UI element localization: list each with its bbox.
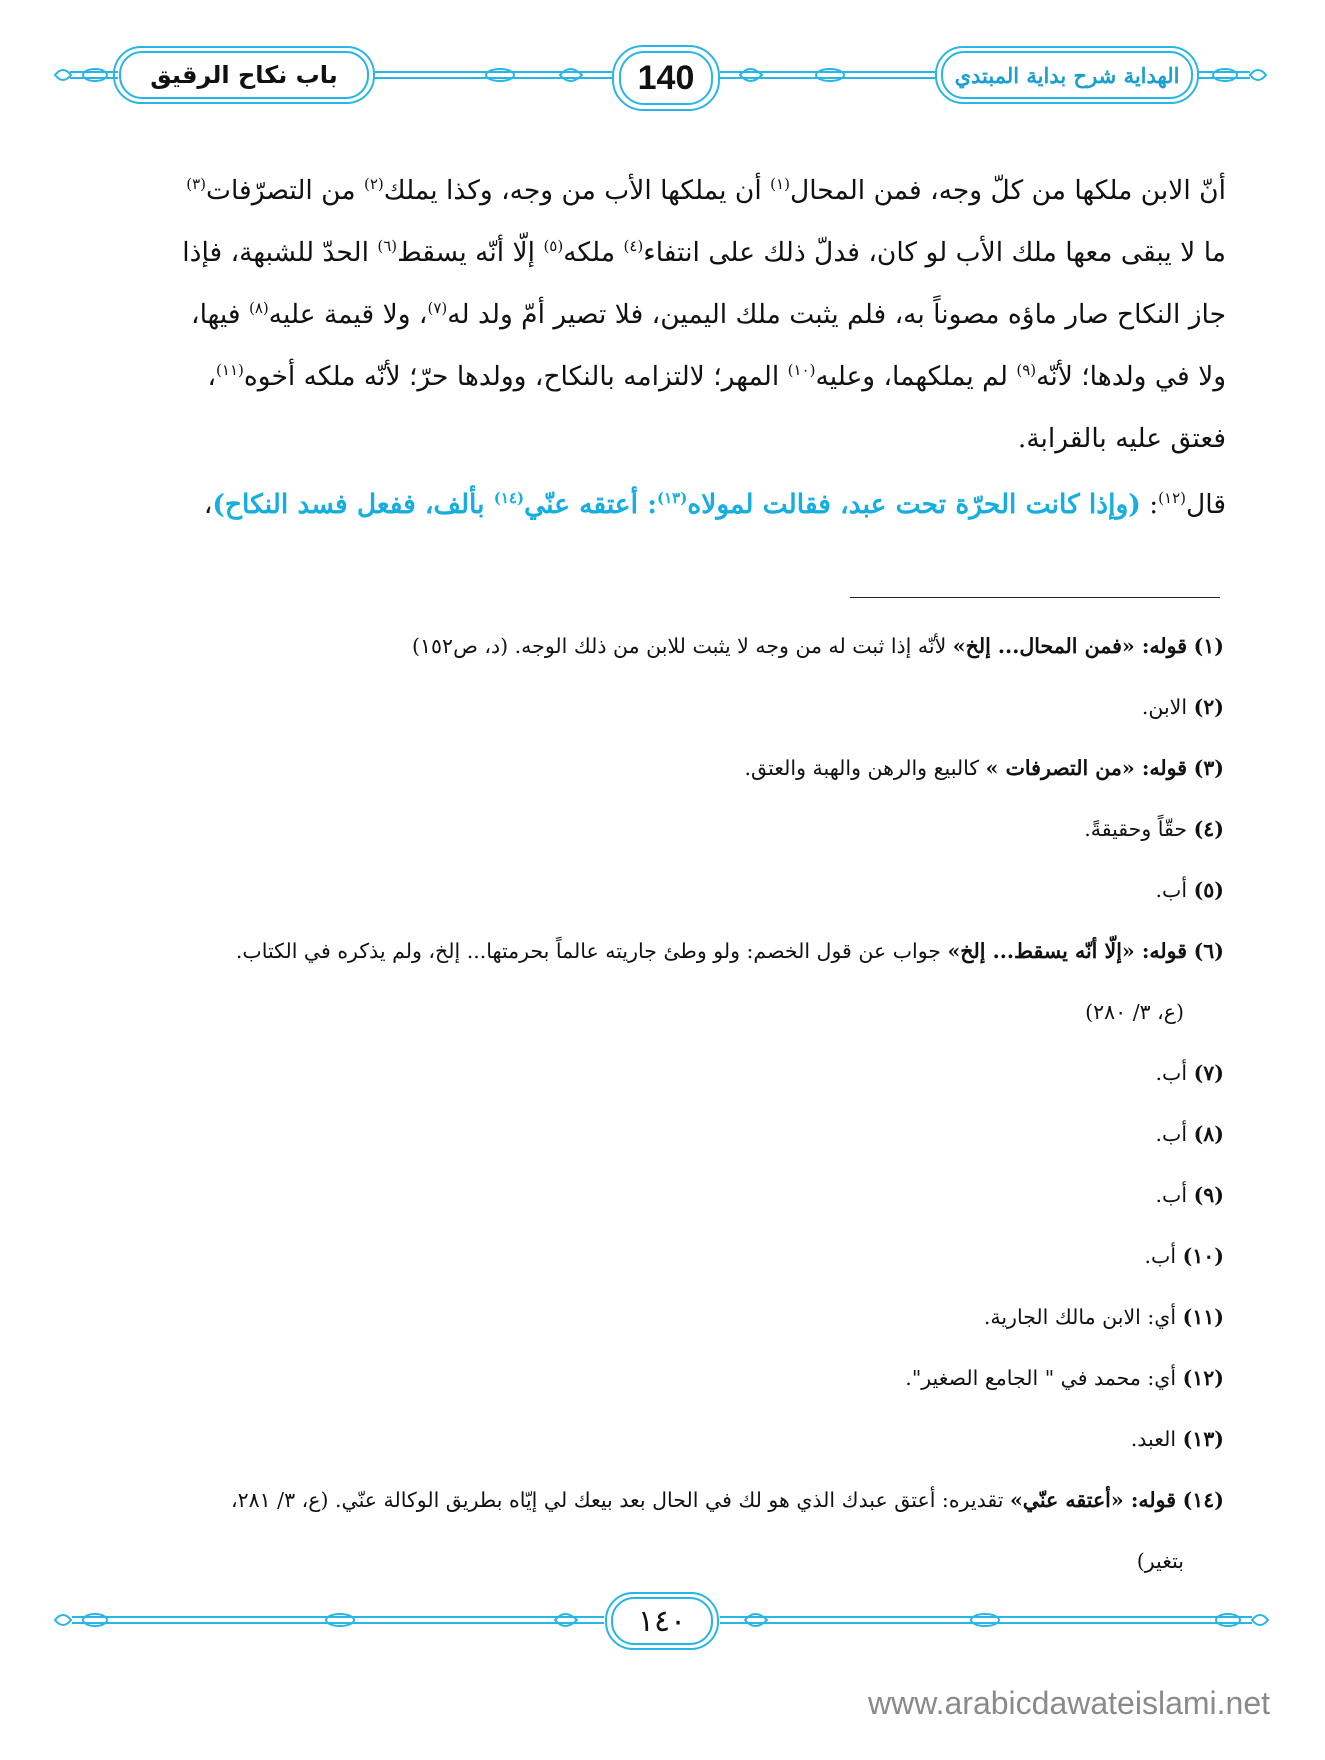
footnote-14-continued: [96, 1531, 1224, 1592]
text-run: قال: [1186, 489, 1226, 520]
text-run: فيها،: [191, 299, 249, 330]
text-run: المهر؛ لالتزامه بالنكاح، وولدها حرّ؛ لأنّه ملكه أخوه: [243, 361, 788, 392]
footnote-11: [96, 1287, 1224, 1348]
footnote-number: (٤): [1193, 817, 1224, 841]
page-header: [0, 0, 1325, 120]
page-footer: [0, 1590, 1325, 1670]
text-run: :: [1140, 489, 1159, 520]
footnote-number: (١٣): [1182, 1427, 1224, 1451]
footnote-number: (٥): [1193, 878, 1224, 902]
footnote-8: [96, 1104, 1224, 1165]
footnote-text: أي: محمد في " الجامع الصغير".: [905, 1366, 1177, 1390]
footnote-text: العبد.: [1130, 1427, 1177, 1451]
matn-text: بألف، ففعل فسد النكاح): [212, 489, 494, 520]
header-page-number: 140: [637, 58, 695, 97]
matn-text: (وإذا كانت الحرّة تحت عبد، فقالت لمولاه: [687, 489, 1141, 520]
footnote-lead: قوله: «من التصرفات »: [985, 756, 1188, 780]
footnote-text: (ع، ٣/ ٢٨٠): [1085, 1000, 1184, 1024]
text-line: [96, 160, 1226, 222]
footnote-text: أب.: [1155, 1061, 1188, 1085]
footnote-text: أب.: [1155, 1183, 1188, 1207]
footnote-1: [96, 616, 1224, 677]
footnote-9: [96, 1165, 1224, 1226]
text-run: ولا في ولدها؛ لأنّه: [1036, 361, 1226, 392]
footnote-text: أب.: [1144, 1244, 1177, 1268]
footnote-ref[interactable]: (١): [770, 175, 790, 194]
footnote-ref[interactable]: (١٠): [787, 361, 816, 380]
footnote-text: لأنّه إذا ثبت له من وجه لا يثبت للابن من ذلك الوجه. (د، ص١٥٢): [412, 634, 953, 658]
text-run: فعتق عليه بالقرابة.: [1017, 423, 1226, 454]
footnote-ref[interactable]: (٤): [623, 237, 644, 256]
footnote-ref[interactable]: (١٤): [493, 489, 525, 508]
footnote-ref[interactable]: (٩): [1016, 361, 1037, 380]
footnote-5: [96, 860, 1224, 921]
footnote-3: [96, 738, 1224, 799]
footnote-number: (١١): [1182, 1305, 1224, 1329]
footnote-7: [96, 1043, 1224, 1104]
footnote-text: بتغير): [1136, 1549, 1184, 1573]
footnote-text: أب.: [1155, 1122, 1188, 1146]
footnote-number: (١): [1193, 634, 1224, 658]
footnote-ref[interactable]: (٧): [427, 299, 448, 318]
footnote-number: (٦): [1193, 939, 1224, 963]
footnote-ref[interactable]: (١٢): [1158, 489, 1186, 508]
footnote-number: (١٠): [1182, 1244, 1224, 1268]
footnote-number: (١٢): [1182, 1366, 1224, 1390]
footnote-2: [96, 677, 1224, 738]
footnote-text: أب.: [1155, 878, 1188, 902]
text-run: أن يملكها الأب من وجه، وكذا يملك: [383, 175, 771, 206]
footnote-text: كالبيع والرهن والهبة والعتق.: [744, 756, 986, 780]
footnote-number: (٧): [1193, 1061, 1224, 1085]
text-run: من التصرّفات: [206, 175, 364, 206]
footnote-ref[interactable]: (٣): [186, 175, 207, 194]
footnote-6: [96, 921, 1224, 982]
text-run: ،: [203, 489, 213, 520]
footnote-6-continued: [96, 982, 1224, 1043]
text-run: أنّ الابن ملكها من كلّ وجه، فمن المحال: [789, 175, 1226, 206]
main-text: [96, 160, 1226, 536]
footnote-number: (٢): [1193, 695, 1224, 719]
text-run: جاز النكاح صار ماؤه مصوناً به، فلم يثبت ملك اليمين، فلا تصير أمّ ولد له: [447, 299, 1226, 330]
text-run: الحدّ للشبهة، فإذا: [182, 237, 378, 268]
text-run: ملكه: [563, 237, 624, 268]
chapter-title: باب نكاح الرقيق: [150, 61, 338, 89]
footnote-4: [96, 799, 1224, 860]
text-run: ،: [207, 361, 217, 392]
footnote-text: حقّاً وحقيقةً.: [1084, 817, 1188, 841]
footnote-13: [96, 1409, 1224, 1470]
footnote-ref[interactable]: (٢): [363, 175, 384, 194]
footnote-lead: قوله: «إلّا أنّه يسقط... إلخ»: [947, 939, 1188, 963]
footnote-12: [96, 1348, 1224, 1409]
text-run: ما لا يبقى معها ملك الأب لو كان، فدلّ ذلك على انتفاء: [643, 237, 1226, 268]
footnote-lead: قوله: «فمن المحال... إلخ»: [952, 634, 1188, 658]
footnote-number: (٣): [1193, 756, 1224, 780]
footnote-text: الابن.: [1141, 695, 1188, 719]
text-run: ، ولا قيمة عليه: [268, 299, 428, 330]
footnote-ref[interactable]: (٨): [248, 299, 269, 318]
footnote-text: جواب عن قول الخصم: ولو وطئ جاريته عالماً بحرمتها... إلخ، ولم يذكره في الكتاب.: [235, 939, 948, 963]
text-line: [96, 222, 1226, 284]
footnote-number: (١٤): [1182, 1488, 1224, 1512]
website-url[interactable]: www.arabicdawateislami.net: [868, 1685, 1270, 1721]
matn-text: : أعتقه عنّي: [524, 489, 657, 520]
footnote-text: تقديره: أعتق عبدك الذي هو لك في الحال بعد بيعك لي إيّاه بطريق الوكالة عنّي. (ع، ٣/ ٢٨١،: [230, 1488, 1010, 1512]
footnote-lead: قوله: «أعتقه عنّي»: [1009, 1488, 1177, 1512]
footnote-number: (٩): [1193, 1183, 1224, 1207]
text-run: لم يملكهما، وعليه: [815, 361, 1017, 392]
footnote-ref[interactable]: (١١): [216, 361, 244, 380]
footnote-10: [96, 1226, 1224, 1287]
footnote-text: أي: الابن مالك الجارية.: [983, 1305, 1177, 1329]
text-line: [96, 408, 1226, 470]
footnote-14: [96, 1470, 1224, 1531]
footer-page-number: ١٤٠: [637, 1603, 687, 1639]
footnote-ref[interactable]: (٦): [377, 237, 398, 256]
footnote-ref[interactable]: (١٣): [657, 489, 688, 508]
book-title: الهداية شرح بداية المبتدي: [954, 62, 1180, 88]
footnote-ref[interactable]: (٥): [543, 237, 564, 256]
text-line: [96, 346, 1226, 408]
footnote-separator: [850, 597, 1220, 598]
footnote-number: (٨): [1193, 1122, 1224, 1146]
text-line: [96, 284, 1226, 346]
text-line: [96, 474, 1226, 536]
text-run: إلّا أنّه يسقط: [397, 237, 544, 268]
footnotes: [96, 616, 1224, 1592]
